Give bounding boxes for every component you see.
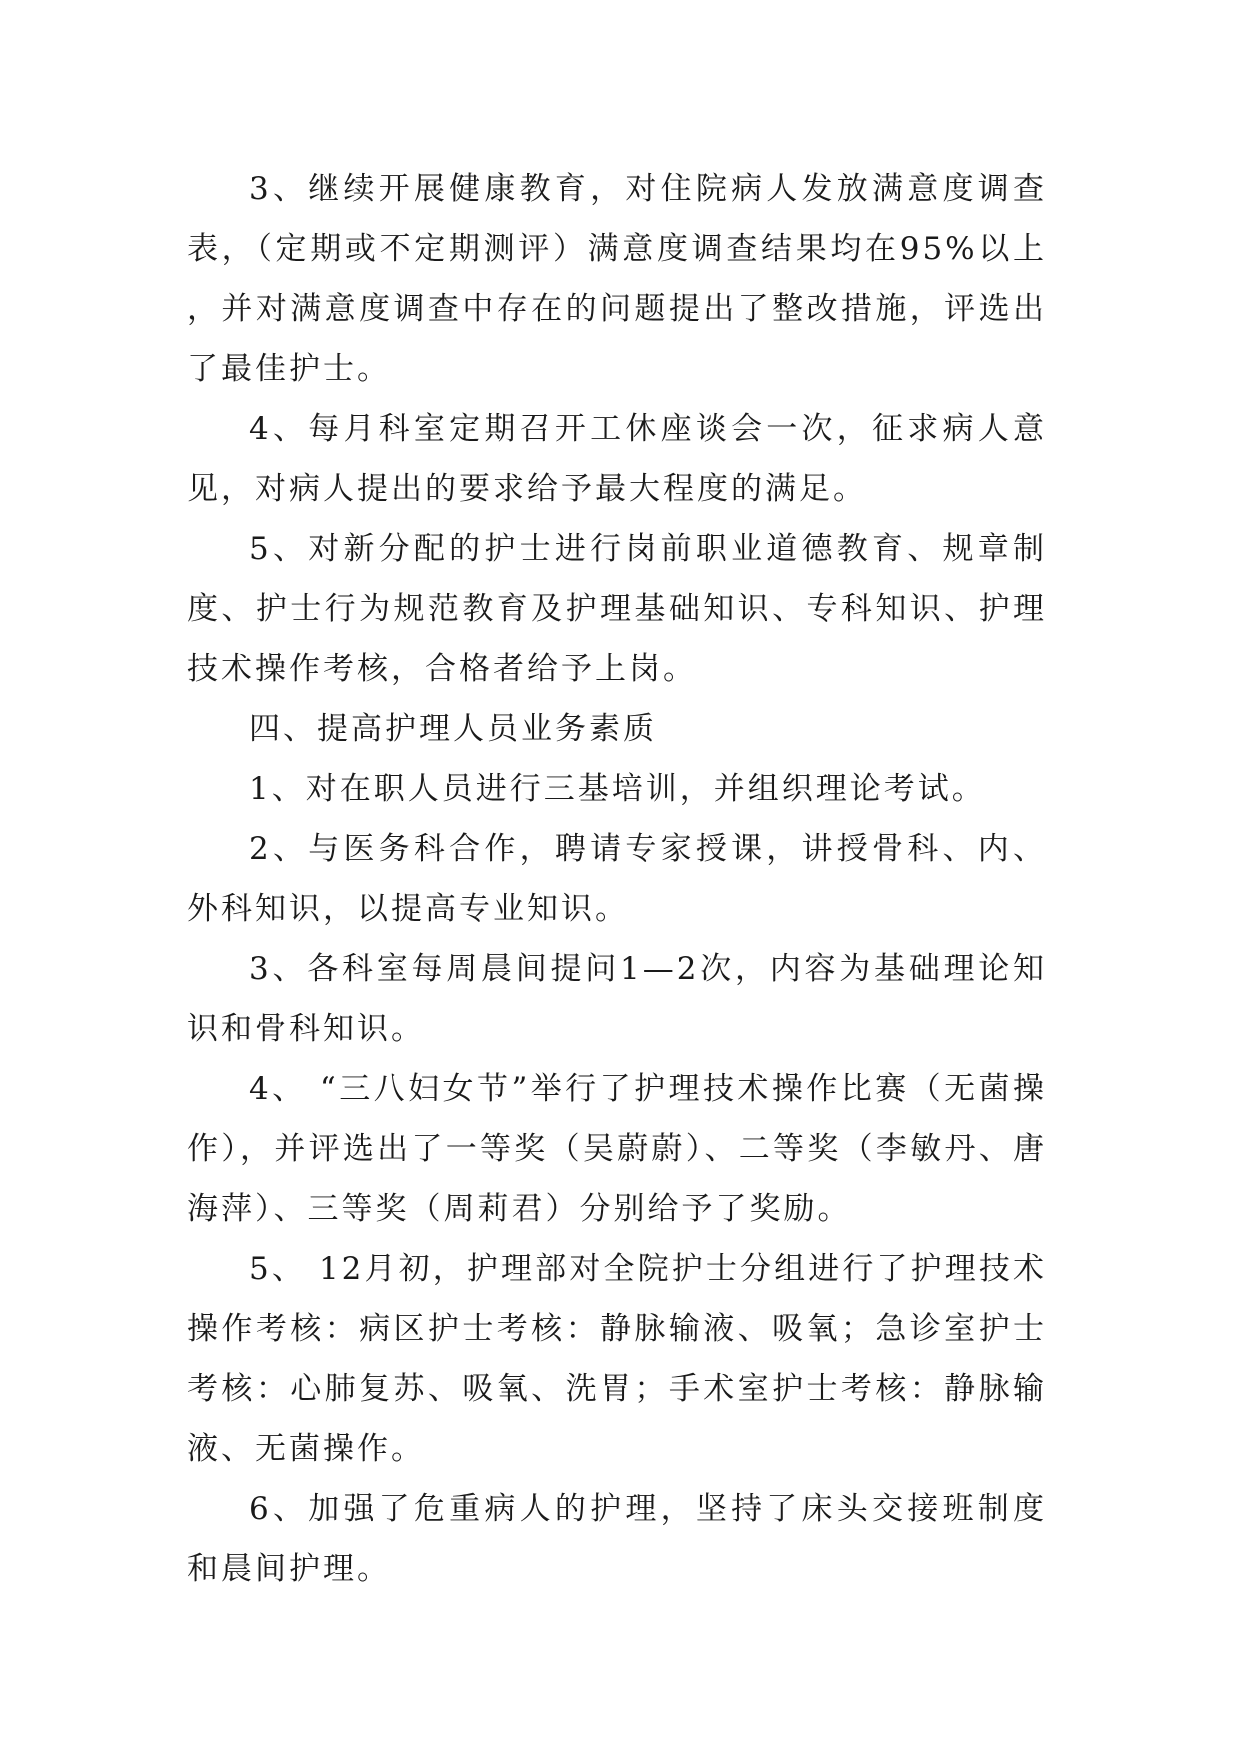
- paragraph-item-4-monthly-meeting: 4、每月科室定期召开工休座谈会一次，征求病人意见，对病人提出的要求给予最大程度的满足。: [187, 411, 1047, 507]
- paragraph-item-6-critical-care: 6、加强了危重病人的护理，坚持了床头交接班制度和晨间护理。: [187, 1491, 1047, 1587]
- paragraph-item-3-health-education: 3、继续开展健康教育，对住院病人发放满意度调查表，（定期或不定期测评）满意度调查结果均在95%以上，并对满意度调查中存在的问题提出了整改措施，评选出了最佳护士。: [187, 171, 1047, 387]
- paragraph-item-3-morning-questions: 3、各科室每周晨间提问1—2次，内容为基础理论知识和骨科知识。: [187, 951, 1047, 1047]
- section-heading-4: 四、提高护理人员业务素质: [249, 711, 657, 747]
- paragraph-item-5-new-nurse-training: 5、对新分配的护士进行岗前职业道德教育、规章制度、护士行为规范教育及护理基础知识、专科知识、护理技术操作考核，合格者给予上岗。: [187, 531, 1047, 687]
- paragraph-item-5-skills-assessment: 5、 12月初，护理部对全院护士分组进行了护理技术操作考核：病区护士考核：静脉输液、吸氧；急诊室护士考核：心肺复苏、吸氧、洗胃；手术室护士考核：静脉输液、无菌操作。: [187, 1251, 1047, 1467]
- paragraph-item-2-expert-lectures: 2、与医务科合作，聘请专家授课，讲授骨科、内、外科知识，以提高专业知识。: [187, 831, 1047, 927]
- document-body: [187, 159, 1047, 1599]
- paragraph-item-4-skills-competition: 4、 “三八妇女节”举行了护理技术操作比赛（无菌操作），并评选出了一等奖（吴蔚蔚）、二等奖（李敏丹、唐海萍）、三等奖（周莉君）分别给予了奖励。: [187, 1071, 1047, 1227]
- paragraph-item-1-three-basics-training: 1、对在职人员进行三基培训，并组织理论考试。: [249, 771, 986, 807]
